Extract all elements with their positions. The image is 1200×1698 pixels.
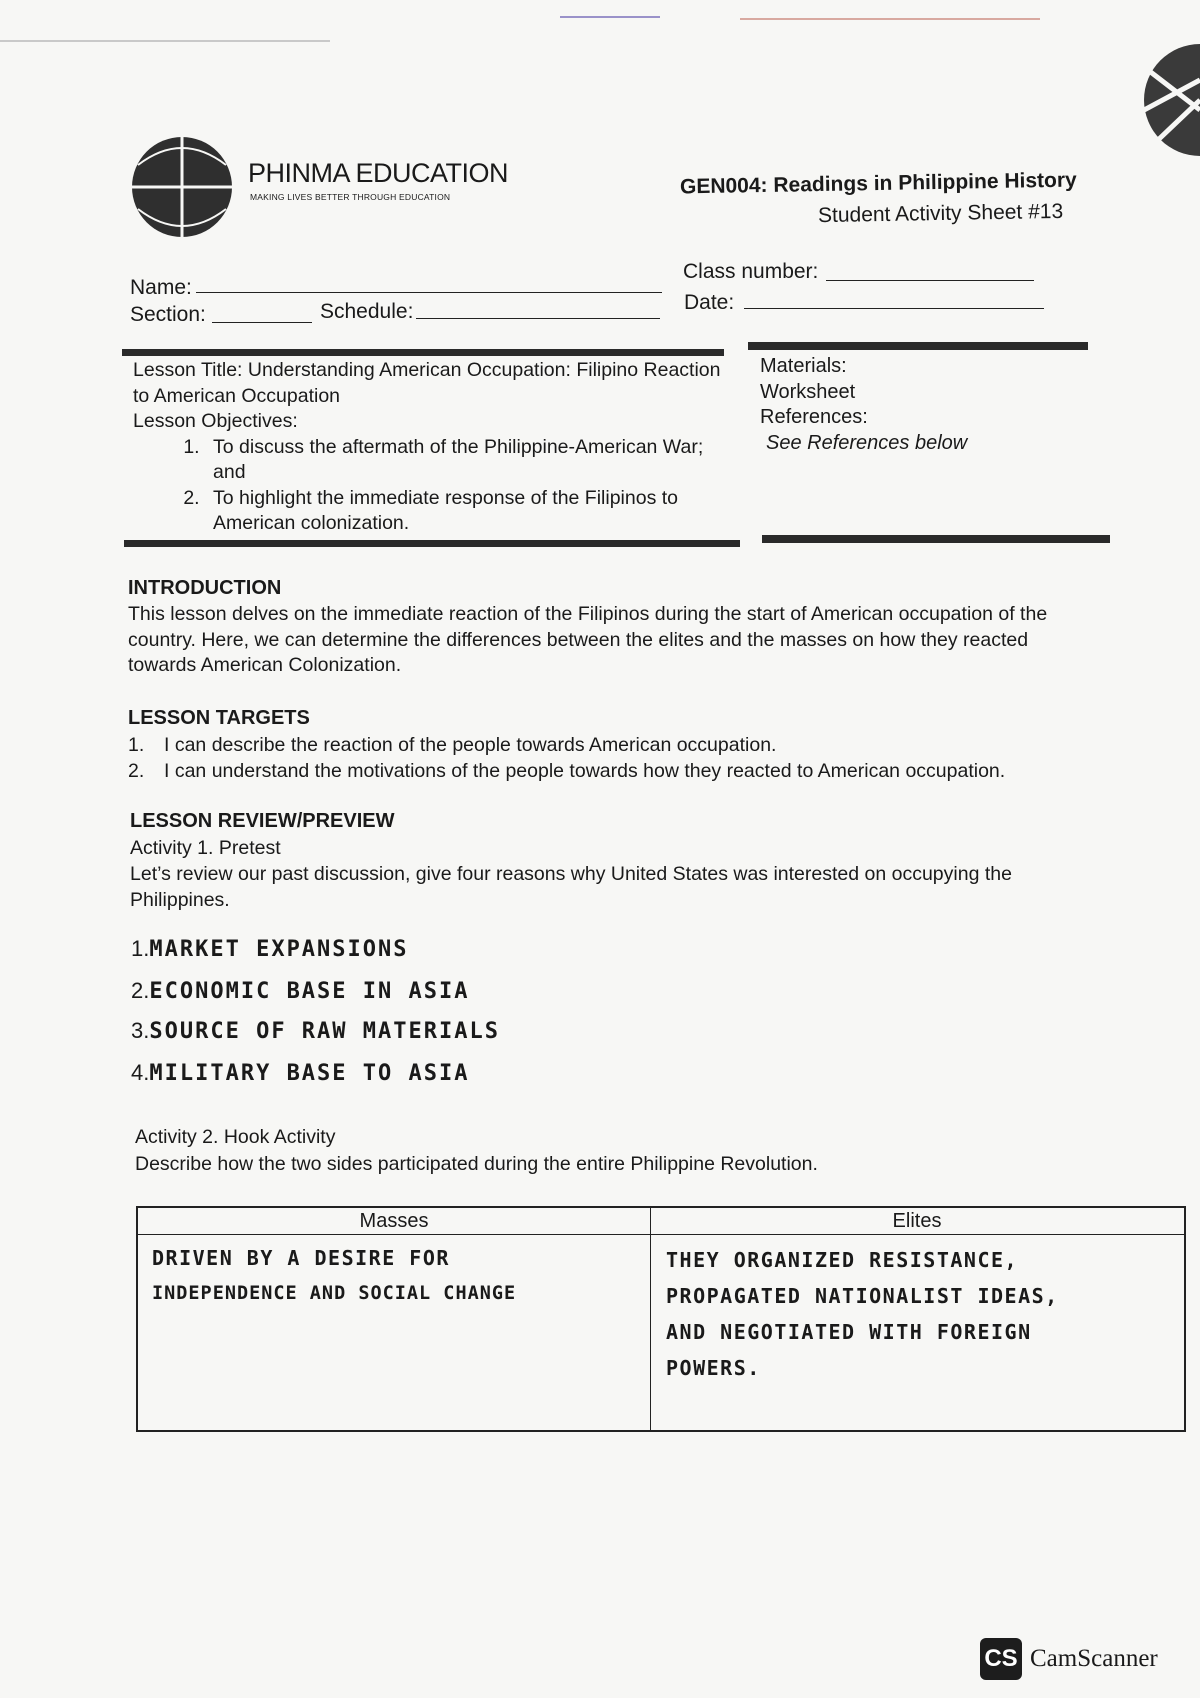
lesson-title-cont: to American Occupation — [133, 384, 341, 407]
materials-value: Worksheet — [760, 380, 856, 403]
hook-activity-table — [136, 1206, 1186, 1432]
scan-artifact — [0, 40, 330, 42]
scan-artifact — [560, 16, 660, 18]
lesson-box-bottom-bar — [124, 540, 740, 547]
materials-block — [760, 354, 967, 456]
objective-item: 2. To highlight the immediate response of the Filipinos to American colonization. — [205, 486, 733, 537]
objectives-label: Lesson Objectives: — [133, 410, 298, 432]
section-field[interactable] — [212, 322, 312, 323]
introduction-text: This lesson delves on the immediate reaction of the Filipinos during the start of American occupation of the country. Here, we can determine the differences between the elites and the masses on how they reacted towards American Colonization. — [128, 603, 1048, 676]
activity1-instruction: Let’s review our past discussion, give four reasons why United States was interested on occupying the Philippines. — [130, 863, 1012, 911]
activity2-instruction: Describe how the two sides participated during the entire Philippine Revolution. — [135, 1153, 818, 1175]
table-header-elites: Elites — [892, 1210, 942, 1232]
list-item: 1. I can describe the reaction of the people towards American occupation. — [128, 734, 777, 756]
camscanner-logo-icon: CS — [980, 1638, 1022, 1680]
schedule-label: Schedule: — [320, 300, 414, 323]
introduction-heading: INTRODUCTION — [128, 577, 282, 599]
materials-box-bottom-bar — [762, 535, 1110, 543]
materials-box-top-bar — [748, 342, 1088, 350]
schedule-field[interactable] — [416, 318, 660, 319]
pretest-answer[interactable]: 1.MARKET EXPANSIONS — [131, 936, 409, 962]
pretest-answer[interactable]: 4.MILITARY BASE TO ASIA — [131, 1060, 470, 1086]
lesson-targets-list — [128, 733, 1005, 784]
objectives-list — [133, 435, 733, 537]
class-number-field[interactable] — [826, 280, 1034, 281]
section-label: Section: — [130, 303, 206, 326]
lesson-targets-heading: LESSON TARGETS — [128, 707, 310, 729]
course-title: GEN004: Readings in Philippine History — [679, 168, 1077, 199]
references-label: References: — [760, 406, 868, 428]
list-item: 2. I can understand the motivations of the people towards how they reacted to American occupation. — [128, 759, 1006, 782]
lesson-box-top-bar — [122, 349, 724, 356]
materials-label: Materials: — [760, 355, 847, 377]
elites-answer[interactable]: THEY ORGANIZED RESISTANCE, PROPAGATED NATIONALIST IDEAS, AND NEGOTIATED WITH FOREIGN POWERS. — [666, 1248, 1059, 1380]
masses-answer[interactable]: DRIVEN BY A DESIRE FOR INDEPENDENCE AND SOCIAL CHANGE — [152, 1246, 517, 1304]
date-label: Date: — [684, 291, 735, 314]
org-name: PHINMA EDUCATION — [248, 158, 509, 188]
pretest-answer[interactable]: 2.ECONOMIC BASE IN ASIA — [131, 978, 470, 1004]
table-header-masses: Masses — [359, 1210, 429, 1232]
camscanner-watermark: CamScanner — [1030, 1645, 1158, 1672]
pretest-answer[interactable]: 3.SOURCE OF RAW MATERIALS — [131, 1018, 500, 1044]
date-field[interactable] — [744, 308, 1044, 309]
table-header-divider — [138, 1234, 1184, 1235]
references-value: See References below — [766, 431, 968, 454]
review-heading: LESSON REVIEW/PREVIEW — [130, 810, 395, 832]
objective-item: 1. To discuss the aftermath of the Philippine-American War; and — [205, 435, 733, 486]
lesson-details — [133, 358, 733, 537]
scan-artifact — [740, 18, 1040, 20]
activity2-title: Activity 2. Hook Activity — [135, 1126, 336, 1148]
corner-logo-fragment-icon — [1128, 40, 1200, 160]
activity-sheet-label: Student Activity Sheet #13 — [817, 199, 1064, 228]
name-label: Name: — [130, 276, 192, 299]
phinma-logo-icon — [130, 135, 235, 240]
lesson-title: Lesson Title: Understanding American Occupation: Filipino Reaction — [133, 359, 721, 381]
org-tagline: MAKING LIVES BETTER THROUGH EDUCATION — [250, 192, 451, 202]
class-number-label: Class number: — [683, 260, 819, 283]
name-field[interactable] — [196, 292, 662, 293]
table-column-divider — [650, 1208, 651, 1430]
activity1-title: Activity 1. Pretest — [130, 837, 281, 859]
